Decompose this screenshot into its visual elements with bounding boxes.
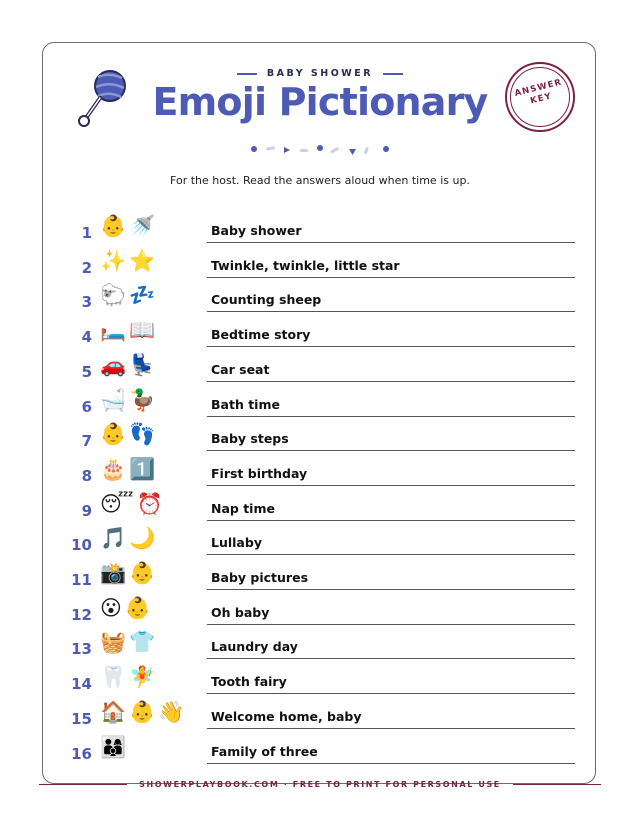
answer-underline bbox=[207, 728, 575, 729]
answer-text: Baby pictures bbox=[211, 570, 309, 585]
confetti-divider bbox=[248, 143, 393, 159]
answer-row bbox=[60, 594, 580, 628]
answer-row bbox=[60, 386, 580, 420]
page-title: Emoji Pictionary bbox=[152, 80, 488, 124]
answer-underline bbox=[207, 589, 575, 590]
answer-text: First birthday bbox=[211, 465, 308, 481]
answer-row bbox=[60, 351, 580, 385]
answer-row bbox=[60, 524, 580, 558]
row-number: 1 bbox=[81, 224, 92, 242]
answer-underline bbox=[207, 554, 575, 555]
answer-text: Baby steps bbox=[211, 431, 289, 447]
answer-underline bbox=[207, 520, 575, 521]
row-number: 5 bbox=[81, 362, 92, 381]
answer-row bbox=[60, 663, 580, 697]
answer-text: Bedtime story bbox=[211, 327, 311, 343]
eyebrow-dash-left bbox=[237, 73, 257, 75]
answer-underline bbox=[207, 624, 575, 625]
emoji-clue: 😴⏰ bbox=[100, 491, 166, 516]
row-number: 6 bbox=[81, 397, 92, 416]
answer-underline bbox=[207, 416, 575, 417]
answer-text: Car seat bbox=[211, 361, 270, 377]
answer-row bbox=[60, 490, 580, 524]
row-number: 3 bbox=[81, 293, 92, 312]
emoji-clue: 🧺👕 bbox=[100, 630, 159, 655]
emoji-clue: 🚗💺 bbox=[100, 352, 159, 377]
answer-underline bbox=[207, 277, 575, 278]
emoji-clue: 🎵🌙 bbox=[100, 526, 159, 551]
emoji-clue: 🛏️📖 bbox=[100, 318, 159, 343]
answer-underline bbox=[207, 485, 575, 486]
row-number: 7 bbox=[81, 432, 92, 451]
answer-text: Counting sheep bbox=[211, 292, 322, 308]
footer-rule-left bbox=[39, 784, 127, 785]
footer-text: SHOWERPLAYBOOK.COM · FREE TO PRINT FOR PERSONAL USE bbox=[139, 780, 501, 789]
answer-text: Welcome home, baby bbox=[211, 708, 362, 724]
row-number: 15 bbox=[71, 709, 92, 728]
instructions: For the host. Read the answers aloud when time is up. bbox=[170, 174, 470, 187]
row-number: 2 bbox=[81, 258, 92, 277]
emoji-clue: ✨⭐ bbox=[100, 248, 159, 273]
row-number: 10 bbox=[71, 536, 92, 555]
answer-underline bbox=[207, 346, 575, 347]
row-number: 8 bbox=[81, 466, 92, 485]
emoji-clue: 🦷🧚 bbox=[100, 665, 159, 690]
row-number: 12 bbox=[71, 605, 92, 624]
answer-text: Baby shower bbox=[211, 223, 302, 238]
answer-row bbox=[60, 628, 580, 662]
answer-text: Tooth fairy bbox=[211, 674, 287, 690]
answer-text: Family of three bbox=[211, 743, 318, 759]
answer-row bbox=[60, 212, 580, 246]
answer-underline bbox=[207, 763, 575, 764]
answer-text: Bath time bbox=[211, 396, 280, 412]
answer-underline bbox=[207, 693, 575, 694]
emoji-clue: 🎂1️⃣ bbox=[100, 456, 159, 481]
answer-row bbox=[60, 559, 580, 593]
answer-underline bbox=[207, 311, 575, 312]
eyebrow bbox=[0, 68, 640, 79]
answer-text: Laundry day bbox=[211, 639, 298, 655]
answer-underline bbox=[207, 450, 575, 451]
emoji-clue: 👨‍👩‍👦 bbox=[100, 734, 130, 759]
answer-row bbox=[60, 316, 580, 350]
answer-underline bbox=[207, 242, 575, 243]
answer-row bbox=[60, 698, 580, 732]
emoji-clue: 🛁🦆 bbox=[100, 387, 159, 412]
eyebrow-dash-right bbox=[383, 73, 403, 75]
eyebrow-text: BABY SHOWER bbox=[266, 68, 374, 79]
emoji-clue: 👶👣 bbox=[100, 422, 159, 447]
answer-underline bbox=[207, 658, 575, 659]
row-number: 16 bbox=[71, 744, 92, 763]
emoji-clue: 😮👶 bbox=[100, 595, 155, 620]
emoji-clue: 🐑💤 bbox=[100, 283, 159, 308]
row-number: 13 bbox=[71, 640, 92, 659]
row-number: 4 bbox=[81, 328, 92, 347]
emoji-clue: 🏠👶👋 bbox=[100, 699, 188, 724]
answer-text: Twinkle, twinkle, little star bbox=[211, 257, 400, 273]
answer-row bbox=[60, 420, 580, 454]
row-number: 9 bbox=[81, 501, 92, 520]
answer-text: Oh baby bbox=[211, 604, 270, 620]
emoji-clue: 👶🚿 bbox=[100, 214, 159, 238]
row-number: 14 bbox=[71, 675, 92, 694]
row-number: 11 bbox=[71, 571, 92, 589]
answer-row bbox=[60, 455, 580, 489]
stamp-label: ANSWER KEY bbox=[513, 77, 564, 107]
footer bbox=[0, 780, 640, 789]
answer-row bbox=[60, 281, 580, 315]
footer-rule-right bbox=[513, 784, 601, 785]
answer-underline bbox=[207, 381, 575, 382]
answer-row bbox=[60, 247, 580, 281]
answer-text: Nap time bbox=[211, 500, 275, 516]
answer-row bbox=[60, 733, 580, 767]
answer-text: Lullaby bbox=[211, 535, 262, 551]
emoji-clue: 📸👶 bbox=[100, 561, 159, 585]
